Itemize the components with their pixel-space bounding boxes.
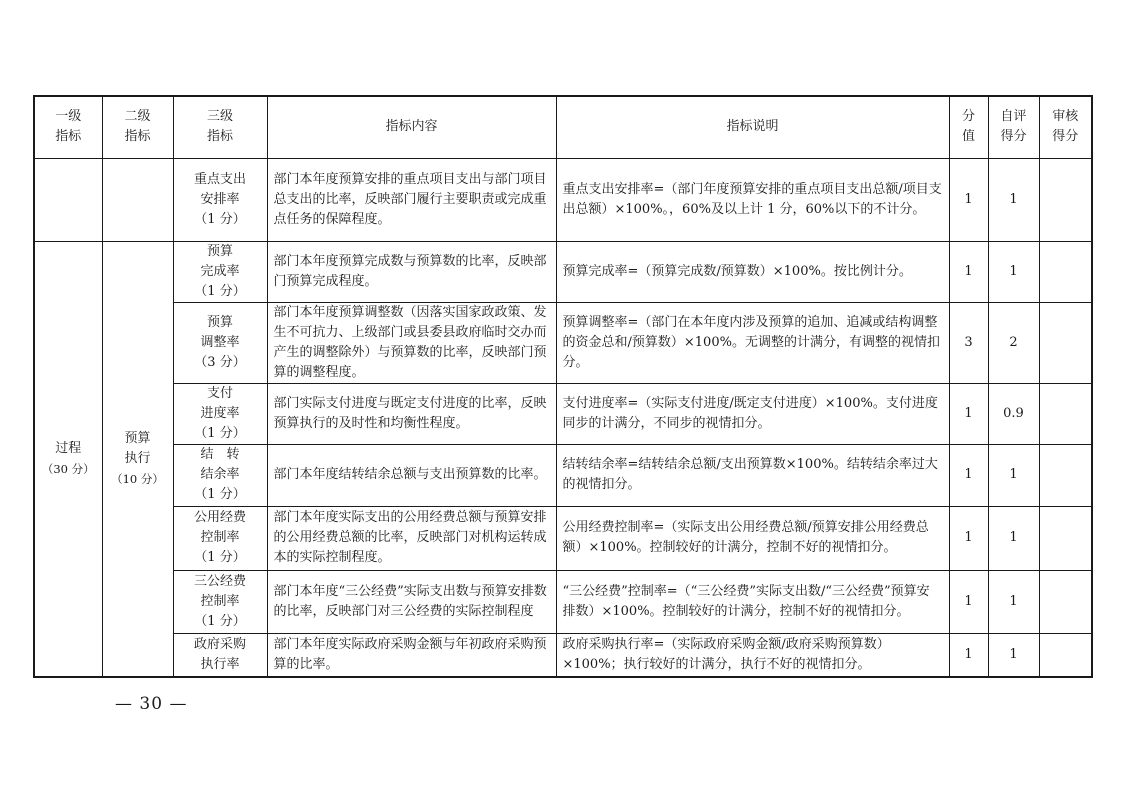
indicator-name: 预算 调整率 （3 分） [173, 302, 267, 383]
table-row [34, 506, 1092, 570]
audit-score-value [1039, 158, 1092, 241]
self-score-value: 1 [988, 633, 1039, 677]
table-row [34, 570, 1092, 633]
indicator-description: “三公经费”控制率=（“三公经费”实际支出数/“三公经费”预算安排数）×100%。控制较好的计满分，控制不好的视情扣分。 [556, 570, 949, 633]
indicator-name: 三公经费 控制率 （1 分） [173, 570, 267, 633]
score-value: 1 [949, 158, 988, 241]
header-content: 指标内容 [267, 96, 556, 158]
self-score-value: 0.9 [988, 383, 1039, 444]
indicator-description: 结转结余率=结转结余总额/支出预算数×100%。结转结余率过大的视情扣分。 [556, 444, 949, 506]
self-score-value: 2 [988, 302, 1039, 383]
audit-score-value [1039, 444, 1092, 506]
indicator-name: 结 转 结余率 （1 分） [173, 444, 267, 506]
table-row [34, 444, 1092, 506]
self-score-value: 1 [988, 506, 1039, 570]
score-value: 1 [949, 241, 988, 302]
indicator-name: 支付 进度率 （1 分） [173, 383, 267, 444]
self-score-value: 1 [988, 444, 1039, 506]
table-row [34, 158, 1092, 241]
score-value: 1 [949, 633, 988, 677]
indicator-description: 公用经费控制率=（实际支出公用经费总额/预算安排公用经费总额）×100%。控制较好的计满分，控制不好的视情扣分。 [556, 506, 949, 570]
table-row [34, 633, 1092, 677]
score-value: 1 [949, 506, 988, 570]
level2-label: 预算 执行 [124, 430, 151, 466]
level2-points: （10 分） [111, 471, 164, 486]
audit-score-value [1039, 570, 1092, 633]
score-value: 1 [949, 570, 988, 633]
score-value: 1 [949, 444, 988, 506]
audit-score-value [1039, 633, 1092, 677]
table-row [34, 302, 1092, 383]
indicator-name: 重点支出 安排率 （1 分） [173, 158, 267, 241]
level2-cell [102, 241, 173, 677]
indicator-content: 部门本年度结转结余总额与支出预算数的比率。 [267, 444, 556, 506]
self-score-value: 1 [988, 241, 1039, 302]
header-level1: 一级 指标 [34, 96, 102, 158]
indicator-content: 部门本年度实际支出的公用经费总额与预算安排的公用经费总额的比率，反映部门对机构运转成本的实际控制程度。 [267, 506, 556, 570]
header-level2: 二级 指标 [102, 96, 173, 158]
indicator-description: 重点支出安排率=（部门年度预算安排的重点项目支出总额/项目支出总额）×100%。，60%及以上计 1 分，60%以下的不计分。 [556, 158, 949, 241]
self-score-value: 1 [988, 570, 1039, 633]
indicator-table [33, 95, 1093, 678]
header-self-score: 自评 得分 [988, 96, 1039, 158]
level1-points: （30 分） [41, 461, 95, 476]
level2-cell-empty [102, 158, 173, 241]
audit-score-value [1039, 383, 1092, 444]
header-audit-score: 审核 得分 [1039, 96, 1092, 158]
table-row [34, 241, 1092, 302]
indicator-content: 部门本年度预算完成数与预算数的比率，反映部门预算完成程度。 [267, 241, 556, 302]
indicator-name: 公用经费 控制率 （1 分） [173, 506, 267, 570]
indicator-description: 预算完成率=（预算完成数/预算数）×100%。按比例计分。 [556, 241, 949, 302]
indicator-description: 政府采购执行率=（实际政府采购金额/政府采购预算数）×100%；执行较好的计满分，执行不好的视情扣分。 [556, 633, 949, 677]
page-number: — 30 — [115, 694, 188, 714]
audit-score-value [1039, 302, 1092, 383]
indicator-content: 部门本年度预算安排的重点项目支出与部门项目总支出的比率，反映部门履行主要职责或完成重点任务的保障程度。 [267, 158, 556, 241]
self-score-value: 1 [988, 158, 1039, 241]
table-row [34, 383, 1092, 444]
indicator-name: 预算 完成率 （1 分） [173, 241, 267, 302]
header-description: 指标说明 [556, 96, 949, 158]
level1-cell [34, 241, 102, 677]
indicator-content: 部门本年度预算调整数（因落实国家政政策、发生不可抗力、上级部门或县委县政府临时交办而产生的调整除外）与预算数的比率，反映部门预算的调整程度。 [267, 302, 556, 383]
indicator-content: 部门本年度“三公经费”实际支出数与预算安排数的比率，反映部门对三公经费的实际控制程度 [267, 570, 556, 633]
indicator-name: 政府采购 执行率 [173, 633, 267, 677]
header-score: 分 值 [949, 96, 988, 158]
indicator-content: 部门本年度实际政府采购金额与年初政府采购预算的比率。 [267, 633, 556, 677]
header-row [34, 96, 1092, 158]
score-value: 1 [949, 383, 988, 444]
indicator-description: 支付进度率=（实际支付进度/既定支付进度）×100%。支付进度同步的计满分，不同步的视情扣分。 [556, 383, 949, 444]
score-value: 3 [949, 302, 988, 383]
level1-label: 过程 [55, 440, 82, 456]
audit-score-value [1039, 506, 1092, 570]
level1-cell-empty [34, 158, 102, 241]
indicator-content: 部门实际支付进度与既定支付进度的比率，反映预算执行的及时性和均衡性程度。 [267, 383, 556, 444]
indicator-description: 预算调整率=（部门在本年度内涉及预算的追加、追减或结构调整的资金总和/预算数）×100%。无调整的计满分，有调整的视情扣分。 [556, 302, 949, 383]
audit-score-value [1039, 241, 1092, 302]
header-level3: 三级 指标 [173, 96, 267, 158]
